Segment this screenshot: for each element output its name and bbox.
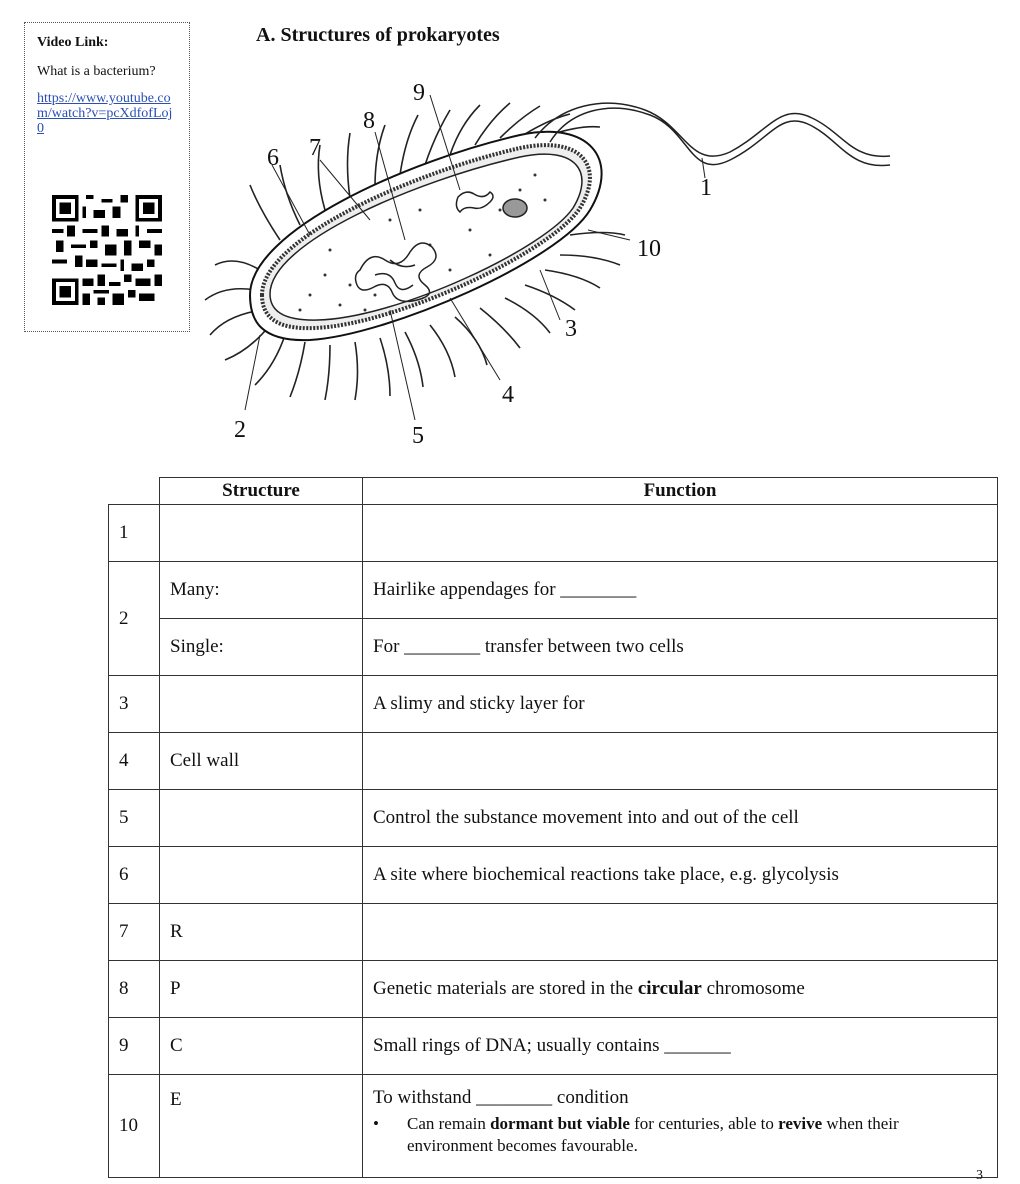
endospore-icon xyxy=(503,199,527,217)
label-10: 10 xyxy=(637,236,661,262)
function-text: To withstand ________ condition xyxy=(373,1087,629,1108)
function-cell[interactable]: Small rings of DNA; usually contains _______ xyxy=(363,1018,998,1075)
label-4: 4 xyxy=(502,382,514,408)
bullet-point xyxy=(373,1113,987,1157)
table-row xyxy=(109,1018,998,1075)
table-row xyxy=(109,904,998,961)
table-row xyxy=(109,790,998,847)
structure-cell[interactable]: P xyxy=(160,961,363,1018)
video-link-box xyxy=(24,22,190,332)
table-row xyxy=(109,562,998,619)
prokaryote-diagram xyxy=(190,70,930,450)
header-blank xyxy=(109,478,160,505)
function-cell[interactable] xyxy=(363,961,998,1018)
structure-cell[interactable] xyxy=(160,847,363,904)
table-row xyxy=(109,961,998,1018)
structure-cell[interactable] xyxy=(160,790,363,847)
function-cell[interactable]: For ________ transfer between two cells xyxy=(363,619,998,676)
function-bold-text: circular xyxy=(637,978,702,999)
table-row xyxy=(109,733,998,790)
structure-cell[interactable]: Many: xyxy=(160,562,363,619)
table-row xyxy=(109,505,998,562)
label-7: 7 xyxy=(309,135,321,161)
function-cell[interactable]: Hairlike appendages for ________ xyxy=(363,562,998,619)
video-link-title: Video Link: xyxy=(37,35,109,50)
function-cell[interactable] xyxy=(363,505,998,562)
row-number: 7 xyxy=(109,904,160,961)
function-cell[interactable] xyxy=(363,1075,998,1178)
function-cell[interactable]: Control the substance movement into and out of the cell xyxy=(363,790,998,847)
function-text: Genetic materials are stored in the xyxy=(373,978,638,999)
structure-cell[interactable]: Single: xyxy=(160,619,363,676)
label-2: 2 xyxy=(234,417,246,443)
row-number: 1 xyxy=(109,505,160,562)
function-cell[interactable] xyxy=(363,733,998,790)
structure-cell[interactable]: C xyxy=(160,1018,363,1075)
row-number: 2 xyxy=(109,562,160,676)
function-text: chromosome xyxy=(701,978,805,999)
structure-cell[interactable] xyxy=(160,676,363,733)
structure-cell[interactable]: Cell wall xyxy=(160,733,363,790)
bullet-icon: • xyxy=(373,1114,379,1133)
page-number: 3 xyxy=(976,1168,983,1183)
table-header-row xyxy=(109,478,998,505)
bullet-text: Can remain dormant but viable for centuries, able to revive when their environment becomes favourable. xyxy=(407,1114,899,1155)
label-6: 6 xyxy=(267,145,279,171)
video-url-link[interactable]: https://www.youtube.com/watch?v=pcXdfofLoj0 xyxy=(37,91,173,136)
table-row xyxy=(109,676,998,733)
function-cell[interactable]: A site where biochemical reactions take place, e.g. glycolysis xyxy=(363,847,998,904)
table-row xyxy=(109,847,998,904)
function-cell[interactable]: A slimy and sticky layer for xyxy=(363,676,998,733)
table-row xyxy=(109,619,998,676)
row-number: 4 xyxy=(109,733,160,790)
structure-cell[interactable]: R xyxy=(160,904,363,961)
function-cell[interactable] xyxy=(363,904,998,961)
row-number: 6 xyxy=(109,847,160,904)
video-question: What is a bacterium? xyxy=(37,64,156,79)
row-number: 5 xyxy=(109,790,160,847)
label-3: 3 xyxy=(565,316,577,342)
structure-cell[interactable]: E xyxy=(160,1075,363,1178)
label-1: 1 xyxy=(700,175,712,201)
row-number: 3 xyxy=(109,676,160,733)
row-number: 8 xyxy=(109,961,160,1018)
label-5: 5 xyxy=(412,423,424,449)
qr-code-icon[interactable] xyxy=(52,195,162,305)
row-number: 10 xyxy=(109,1075,160,1178)
structures-table xyxy=(108,477,998,1178)
label-9: 9 xyxy=(413,80,425,106)
header-function: Function xyxy=(363,478,998,505)
row-number: 9 xyxy=(109,1018,160,1075)
label-8: 8 xyxy=(363,108,375,134)
header-structure: Structure xyxy=(160,478,363,505)
table-row xyxy=(109,1075,998,1178)
structure-cell[interactable] xyxy=(160,505,363,562)
section-title: A. Structures of prokaryotes xyxy=(256,24,500,46)
